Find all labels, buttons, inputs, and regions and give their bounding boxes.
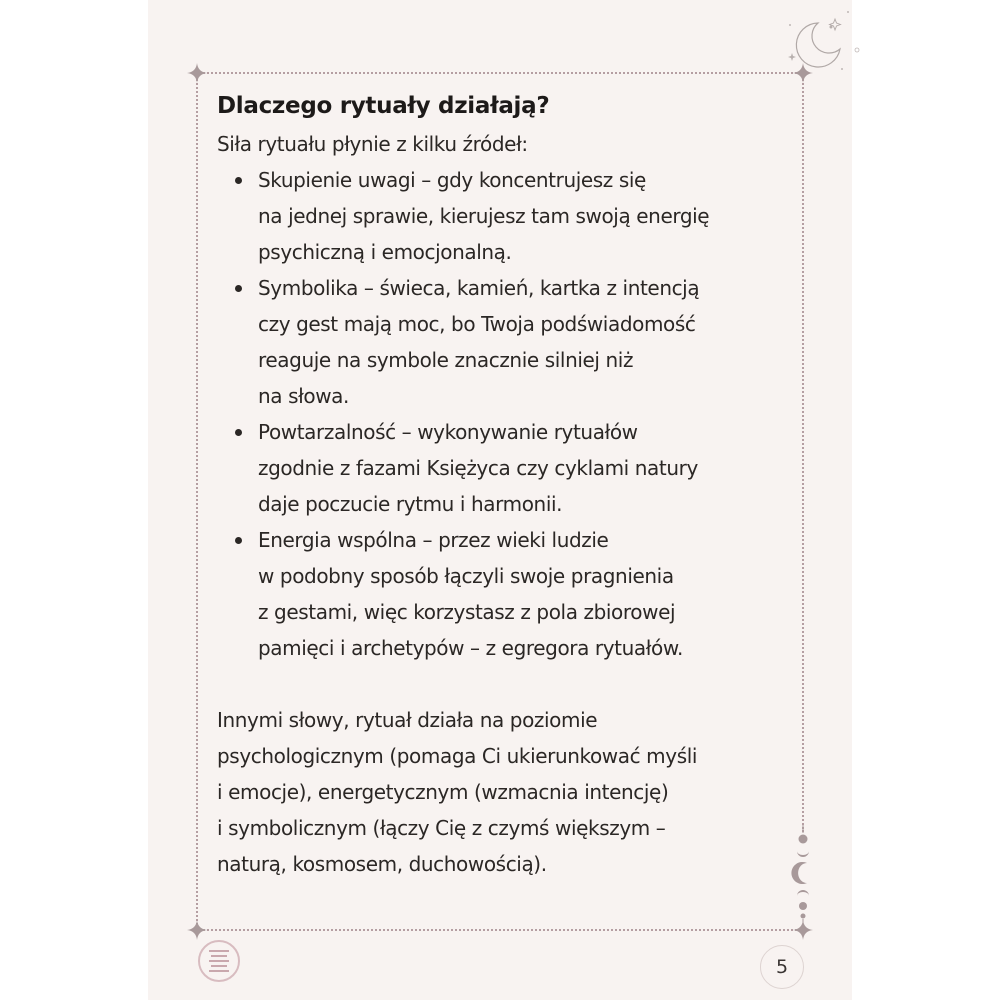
summary-line: naturą, kosmosem, duchowością). <box>217 852 547 876</box>
list-item-line: na słowa. <box>258 384 349 408</box>
list-item-line: w podobny sposób łączyli swoje pragnienia <box>258 564 674 588</box>
page-title: Dlaczego rytuały działają? <box>217 93 550 119</box>
list-item <box>217 270 797 414</box>
bullet-icon <box>235 429 242 436</box>
menu-lines-icon <box>209 950 229 952</box>
list-item-line: z gestami, więc korzystasz z pola zbiorowej <box>258 600 676 624</box>
list-item-line: zgodnie z fazami Księżyca czy cyklami natury <box>258 456 698 480</box>
summary-paragraph <box>217 702 797 882</box>
four-point-star-icon <box>187 63 207 83</box>
frame-border-right <box>802 72 804 832</box>
menu-lines-icon <box>211 955 227 957</box>
summary-line: psychologicznym (pomaga Ci ukierunkować myśli <box>217 744 698 768</box>
page-number: 5 <box>760 945 804 989</box>
list-item-line: reaguje na symbole znacznie silniej niż <box>258 348 634 372</box>
document-content <box>217 86 797 882</box>
list-item-line: daje poczucie rytmu i harmonii. <box>258 492 563 516</box>
summary-line: Innymi słowy, rytuał działa na poziomie <box>217 708 598 732</box>
summary-line: i emocje), energetycznym (wzmacnia intencję) <box>217 780 669 804</box>
list-item-line: Symbolika – świeca, kamień, kartka z intencją <box>258 276 700 300</box>
intro-text: Siła rytuału płynie z kilku źródeł: <box>217 132 528 156</box>
list-item-line: pamięci i archetypów – z egregora rytuałów. <box>258 636 683 660</box>
list-item-line: psychiczną i emocjonalną. <box>258 240 512 264</box>
list-item-line: czy gest mają moc, bo Twoja podświadomość <box>258 312 696 336</box>
frame-border-bottom <box>196 929 804 931</box>
list-item <box>217 414 797 522</box>
list-item-line: Skupienie uwagi – gdy koncentrujesz się <box>258 168 646 192</box>
bullet-icon <box>235 285 242 292</box>
table-of-contents-button[interactable] <box>198 940 240 982</box>
four-point-star-icon <box>187 920 207 940</box>
frame-border-top <box>196 72 804 74</box>
menu-lines-icon <box>209 960 229 962</box>
summary-line: i symbolicznym (łączy Cię z czymś większym – <box>217 816 666 840</box>
list-item-line: Powtarzalność – wykonywanie rytuałów <box>258 420 638 444</box>
list-item-line: na jednej sprawie, kierujesz tam swoją energię <box>258 204 710 228</box>
list-item <box>217 162 797 270</box>
frame-border-left <box>196 72 198 929</box>
crescent-moon-stars-icon <box>770 5 860 80</box>
list-item <box>217 522 797 666</box>
reasons-list <box>217 162 797 666</box>
menu-lines-icon <box>209 970 229 972</box>
list-item-line: Energia wspólna – przez wieki ludzie <box>258 528 609 552</box>
bullet-icon <box>235 537 242 544</box>
bullet-icon <box>235 177 242 184</box>
menu-lines-icon <box>211 965 227 967</box>
